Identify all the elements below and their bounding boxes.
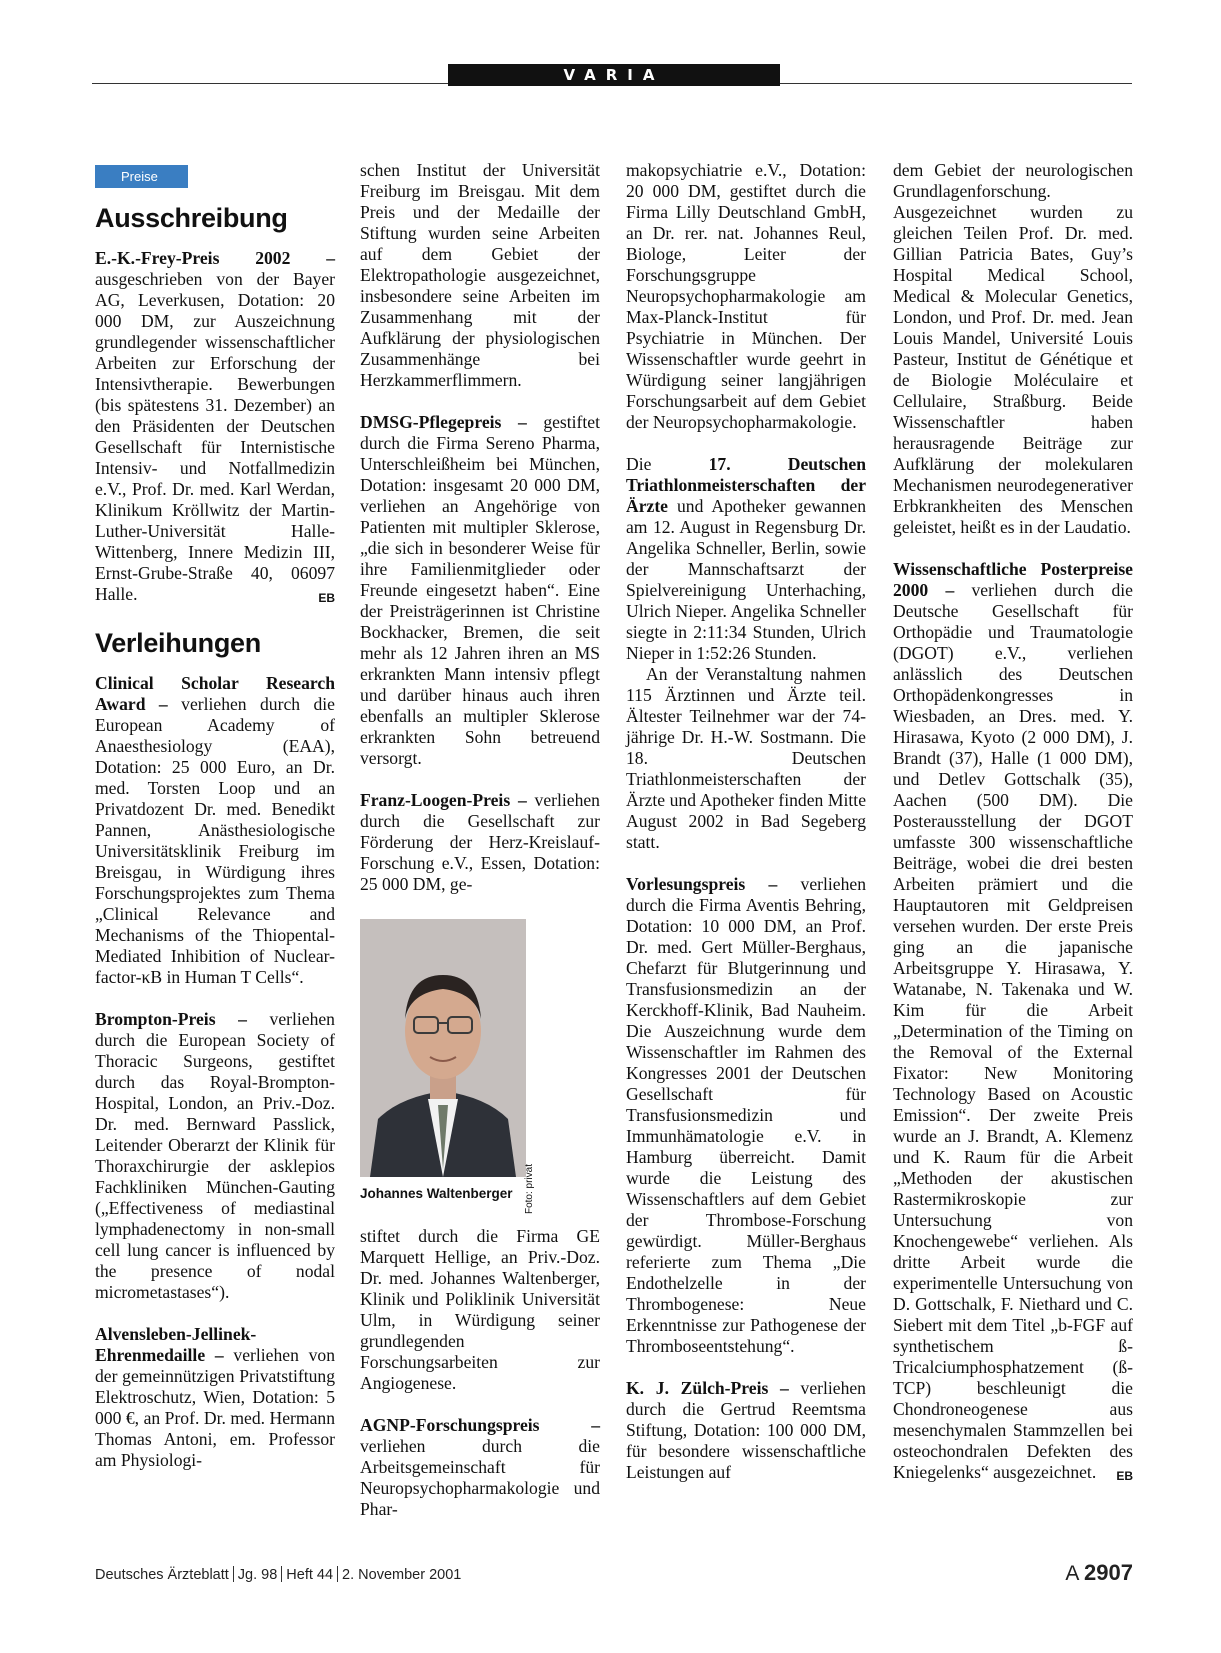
footer-separator bbox=[337, 1566, 338, 1582]
page-footer bbox=[95, 1560, 1133, 1590]
paragraph bbox=[360, 1415, 600, 1520]
paragraph-text: verliehen durch die European Academy of Anaesthesiology (EAA), Dotation: 25 000 Euro, an Dr. med. Torsten Loop und an Privatdozent Dr. med. Benedikt Pannen, Anästhesiologische Universitätsklinik Freiburg im Breisgau, in Würdigung ihres Forschungsprojektes zum Thema „Clinical Relevance and Mechanisms of the Thiopental-Mediated Inhibition of Nuclear-factor-κB in Human T Cells“. bbox=[95, 694, 335, 987]
paragraph-text: verliehen durch die Gesellschaft zur Förderung der Herz-Kreislauf-Forschung e.V., Essen, Dotation: 25 000 DM, ge- bbox=[360, 790, 600, 894]
column-3 bbox=[626, 160, 866, 1483]
journal-date: 2. November 2001 bbox=[342, 1567, 462, 1583]
award-name: Alvensleben-Jellinek-Ehrenmedaille – bbox=[95, 1324, 257, 1365]
heading-verleihungen: Verleihungen bbox=[95, 628, 261, 658]
paragraph-text: verliehen von der gemeinnützigen Privatstiftung Elektroschutz, Wien, Dotation: 5 000 €, an Prof. Dr. med. Hermann Thomas Antoni, em. Professor am Physiologi- bbox=[95, 1345, 335, 1470]
paragraph-text: verliehen durch die Gertrud Reemtsma Stiftung, Dotation: 100 000 DM, für besondere wissenschaftliche Leistungen auf bbox=[626, 1378, 866, 1482]
column-2 bbox=[360, 160, 600, 1520]
award-name: DMSG-Pflegepreis – bbox=[360, 412, 527, 432]
author-initials: EB bbox=[1116, 1469, 1133, 1483]
paragraph-text: verliehen durch die Firma Aventis Behring, Dotation: 10 000 DM, an Prof. Dr. med. Gert Müller-Berghaus, Chefarzt für Blutgerinnung und Transfusionsmedizin an der Kerckhoff-Klinik, Bad Nauheim. Die Auszeichnung wurde dem Wissenschaftler im Rahmen des Kongresses 2001 der Deutschen Gesellschaft für Transfusionsmedizin und Immunhämatologie e.V. in Hamburg überreicht. Damit wurde die Leistung des Wissenschaftlers auf dem Gebiet der Thrombose-Forschung gewürdigt. Müller-Berghaus referierte zum Thema „Die Endothelzelle in der Thrombogenese: Neue Erkenntnisse zur Pathogenese der Thromboseentstehung“. bbox=[626, 874, 866, 1356]
page-prefix: A bbox=[1065, 1562, 1079, 1585]
journal-volume: Jg. 98 bbox=[237, 1567, 278, 1583]
category-tag: Preise bbox=[95, 165, 188, 188]
paragraph: makopsychiatrie e.V., Dotation: 20 000 DM, gestiftet durch die Firma Lilly Deutschland GmbH, an Dr. rer. nat. Johannes Reul, Biologe, Leiter der Forschungsgruppe Neuropsychopharmakologie am Max-Planck-Institut für Psychiatrie in München. Der Wissenschaftler wurde geehrt in Würdigung seiner langjährigen Forschungsarbeit auf dem Gebiet der Neuropsychopharmakologie. bbox=[626, 160, 866, 432]
footer-separator bbox=[281, 1566, 282, 1582]
heading-ausschreibung: Ausschreibung bbox=[95, 203, 288, 233]
paragraph bbox=[95, 673, 335, 988]
paragraph-text: verliehen durch die Deutsche Gesellschaft für Orthopädie und Traumatologie (DGOT) e.V., verliehen anlässlich des Deutschen Orthopädenkongresses in Wiesbaden, an Dres. med. Y. Hirasawa, Kyoto (2 000 DM), J. Brandt (37), Halle (1 000 DM), und Detlev Gottschalk (35), Aachen (500 DM). Die Posterausstellung der DGOT umfasste 300 wissenschaftliche Beiträge, wobei die drei besten Arbeiten prämiert und die Hauptautoren mit Geldpreisen versehen wurden. Der erste Preis ging an die japanische Arbeitsgruppe Y. Hirasawa, Y. Watanabe, N. Takenaka und W. Kim für die Arbeit „Determination of the Timing on the Removal of the External Fixator: New Monitoring Technology Based on Acoustic Emission“. Der zweite Preis wurde an J. Brandt, A. Klemenz und K. Raum für die Arbeit „Methoden der akustischen Rastermikroskopie zur Untersuchung von Knochengewebe“ verliehen. Als dritte Arbeit wurde die experimentelle Untersuchung von D. Gottschalk, F. Niethard und C. Siebert mit dem Titel „b-FGF auf synthetischem ß-Tricalciumphosphatzement (ß-TCP) beschleunigt die Chondroneogenese aus mesenchymalen Stammzellen bei osteochondralen Defekten des Kniegelenks“ ausgezeichnet. bbox=[893, 580, 1133, 1482]
award-name: Vorlesungspreis – bbox=[626, 874, 778, 894]
paragraph: An der Veranstaltung nahmen 115 Ärztinnen und Ärzte teil. Ältester Teilnehmer war der 74-jährige Dr. H.-W. Sostmann. Die 18. Deutschen Triathlonmeisterschaften der Ärzte und Apotheker finden Mitte August 2002 in Bad Segeberg statt. bbox=[626, 664, 866, 852]
paragraph: schen Institut der Universität Freiburg im Breisgau. Mit dem Preis und der Medaille der Stiftung wurden seine Arbeiten auf dem Gebiet der Elektropathologie ausgezeichnet, insbesondere seine Arbeiten im Zusammenhang mit der Aufklärung der physiologischen Zusammenhänge bei Herzkammerflimmern. bbox=[360, 160, 600, 390]
page-number: 2907 bbox=[1084, 1560, 1133, 1585]
award-name: Franz-Loogen-Preis – bbox=[360, 790, 527, 810]
event-name: 17. Deutschen Triathlonmeisterschaften der Ärzte bbox=[626, 454, 866, 516]
award-name: Wissenschaftliche Posterpreise 2000 – bbox=[893, 559, 1133, 600]
paragraph-text: gestiftet durch die Firma Sereno Pharma, Unterschleißheim bei München, Dotation: insgesamt 20 000 DM, verliehen an Angehörige von Patienten mit multipler Sklerose, „die sich in besonderer Weise für ihre Familienmitglieder oder Freunde eingesetzt haben“. Eine der Preisträgerinnen ist Christine Bockhacker, Bremen, die seit mehr als 12 Jahren ihren an MS erkrankten Mann intensiv pflegt und darüber hinaus auch ihren ebenfalls an multipler Sklerose erkrankten Sohn betreuend versorgt. bbox=[360, 412, 600, 768]
award-name: Clinical Scholar Research Award – bbox=[95, 673, 335, 714]
paragraph bbox=[95, 248, 335, 605]
author-initials: EB bbox=[318, 591, 335, 605]
paragraph bbox=[626, 454, 866, 664]
paragraph bbox=[893, 559, 1133, 1483]
portrait-photo bbox=[360, 919, 526, 1177]
paragraph-text: verliehen durch die European Society of Thoracic Surgeons, gestiftet durch das Royal-Brompton-Hospital, London, an Priv.-Doz. Dr. med. Bernward Passlick, Leitender Oberarzt der Klinik für Thoraxchirurgie der asklepios Fachkliniken München-Gauting („Effectiveness of mediastinal lymphadenectomy in non-small cell lung cancer is influenced by the presence of nodal micrometastases“). bbox=[95, 1009, 335, 1302]
page-number-block bbox=[1065, 1560, 1133, 1586]
column-1 bbox=[95, 165, 335, 1471]
column-4 bbox=[893, 160, 1133, 1487]
paragraph-text: verliehen durch die Arbeitsgemeinschaft für Neuropsychopharmakologie und Phar- bbox=[360, 1436, 600, 1519]
journal-issue: Heft 44 bbox=[286, 1567, 334, 1583]
paragraph bbox=[95, 1009, 335, 1303]
award-name: Brompton-Preis – bbox=[95, 1009, 247, 1029]
portrait-figure bbox=[360, 919, 535, 1215]
paragraph bbox=[360, 412, 600, 769]
paragraph-text: und Apotheker gewannen am 12. August in Regensburg Dr. Angelika Schneller, Berlin, sowie der Mannschaftsarzt der Spielvereinigung Unterhaching, Ulrich Nieper. Angelika Schneller siegte in 2:11:34 Stunden, Ulrich Nieper in 1:52:26 Stunden. bbox=[626, 496, 866, 663]
section-header: VARIA bbox=[448, 64, 780, 86]
award-name: AGNP-Forschungspreis – bbox=[360, 1415, 600, 1435]
journal-name: Deutsches Ärzteblatt bbox=[95, 1567, 229, 1583]
award-name: K. J. Zülch-Preis – bbox=[626, 1378, 789, 1398]
photo-caption: Johannes Waltenberger bbox=[360, 1186, 513, 1201]
paragraph bbox=[360, 790, 600, 895]
portrait-illustration bbox=[360, 919, 526, 1177]
paragraph bbox=[626, 874, 866, 1357]
paragraph bbox=[626, 1378, 866, 1483]
paragraph-text: ausgeschrieben von der Bayer AG, Leverkusen, Dotation: 20 000 DM, zur Auszeichnung grundlegender wissenschaftlicher Arbeiten zur Erforschung der Intensivtherapie. Bewerbungen (bis spätestens 31. Dezember) an den Präsidenten der Deutschen Gesellschaft für Internistische Intensiv- und Notfallmedizin e.V., Prof. Dr. med. Karl Werdan, Klinikum Kröllwitz der Martin-Luther-Universität Halle-Wittenberg, Innere Medizin III, Ernst-Grube-Straße 40, 06097 Halle. bbox=[95, 269, 335, 604]
footer-citation bbox=[95, 1566, 461, 1583]
paragraph bbox=[95, 1324, 335, 1471]
paragraph: stiftet durch die Firma GE Marquett Hellige, an Priv.-Doz. Dr. med. Johannes Waltenberger, Klinik und Poliklinik Universität Ulm, in Würdigung seiner grundlegenden Forschungsarbeiten zur Angiogenese. bbox=[360, 1226, 600, 1393]
photo-credit: Foto: privat bbox=[524, 1164, 535, 1215]
footer-separator bbox=[233, 1566, 234, 1582]
paragraph: dem Gebiet der neurologischen Grundlagenforschung. Ausgezeichnet wurden zu gleichen Teilen Prof. Dr. med. Gillian Patricia Bates, Guy’s Hospital Medical School, Medical & Molecular Genetics, London, und Prof. Dr. med. Jean Louis Mandel, Université Louis Pasteur, Institut de Génétique et de Biologie Moléculaire et Cellulaire, Straßburg. Beide Wissenschaftler haben herausragende Beiträge zur Aufklärung der molekularen Mechanismen neurodegenerativer Erbkrankheiten des Menschen geleistet, heißt es in der Laudatio. bbox=[893, 160, 1133, 537]
award-name: E.-K.-Frey-Preis 2002 – bbox=[95, 248, 335, 268]
paragraph-text: Die bbox=[626, 454, 709, 474]
